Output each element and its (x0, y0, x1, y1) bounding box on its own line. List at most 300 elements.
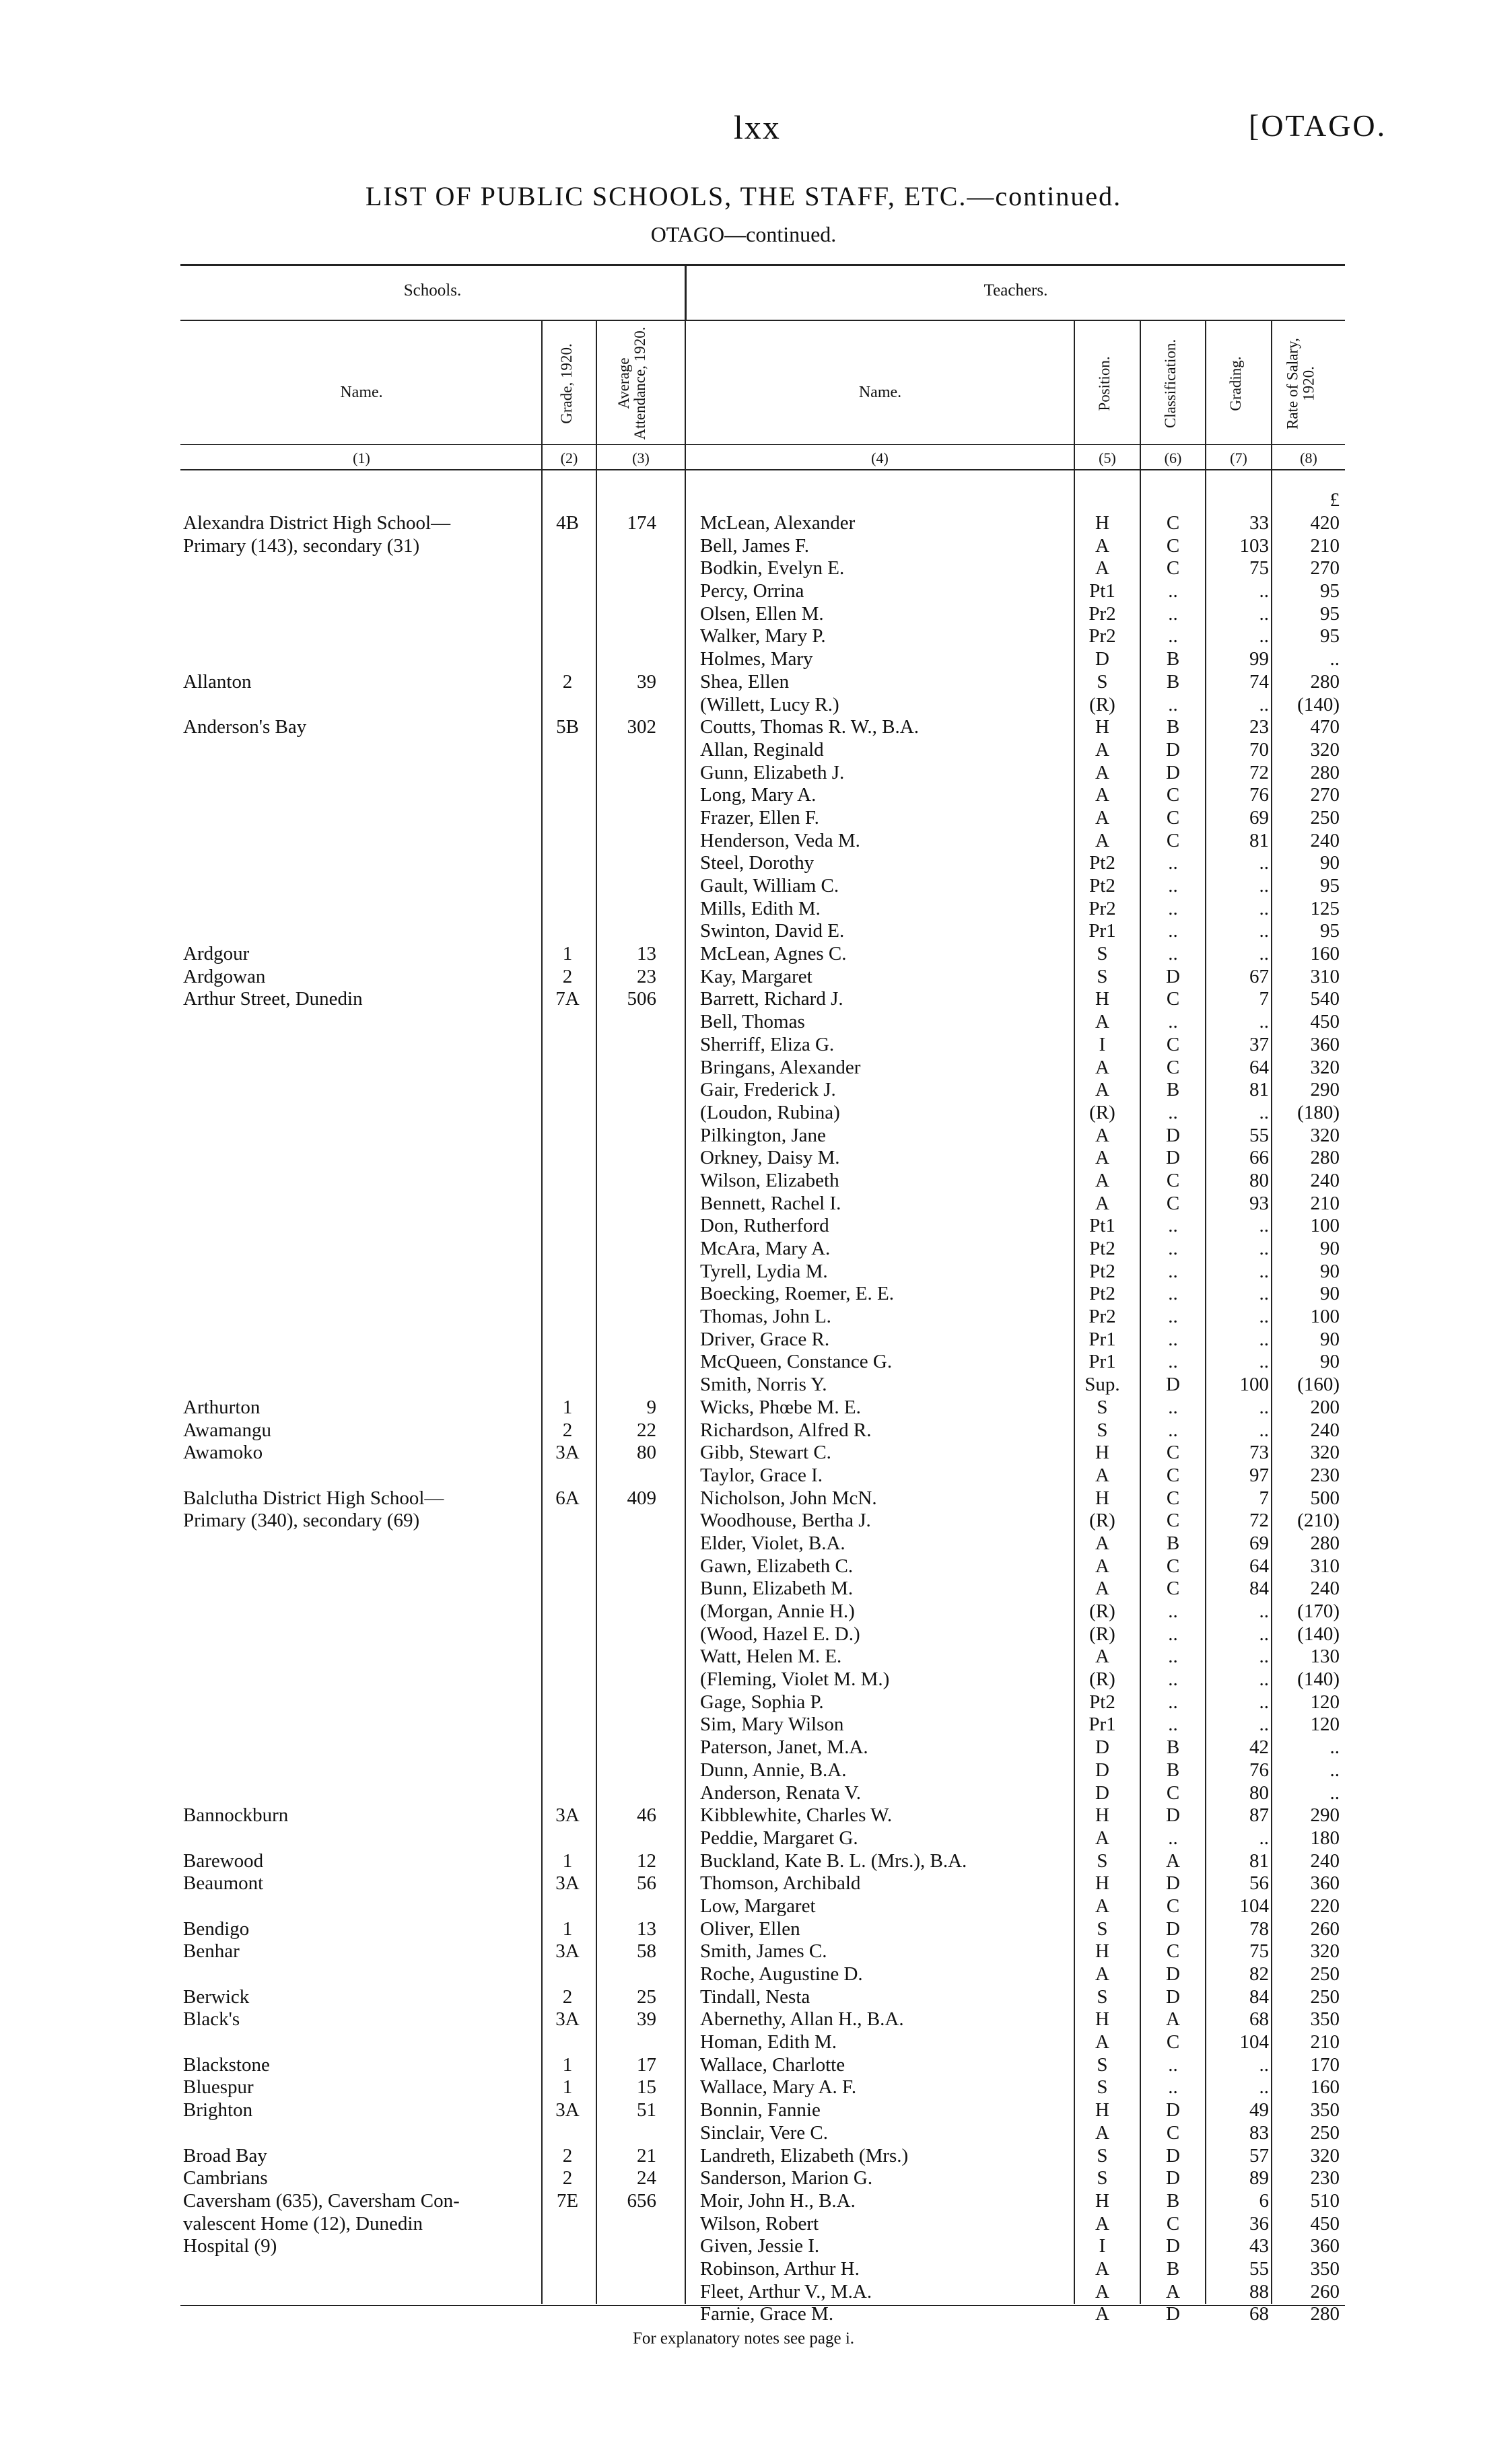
classification-cell: B (1166, 2189, 1180, 2212)
salary-cell: 95 (1320, 875, 1340, 896)
position-cell: I (1099, 1033, 1106, 1055)
classification-cell: .. (1168, 2053, 1178, 2076)
classification-cell: C (1166, 806, 1180, 829)
classification-cell: C (1166, 1464, 1180, 1486)
classification-cell: C (1166, 557, 1180, 579)
teacher-name-cell: Bunn, Elizabeth M. (700, 1578, 854, 1600)
salary-cell: 470 (1310, 716, 1340, 738)
table-row (0, 1850, 1487, 1873)
salary-cell: 450 (1310, 1011, 1340, 1033)
table-row (0, 1963, 1487, 1986)
teacher-name-cell: Wallace, Mary A. F. (700, 2076, 857, 2099)
position-cell: (R) (1089, 1623, 1115, 1645)
grading-cell: 100 (1239, 1374, 1269, 1396)
position-cell: A (1095, 1464, 1109, 1486)
classification-cell: .. (1168, 580, 1178, 602)
classification-cell: .. (1168, 1306, 1178, 1328)
grade-cell: 3A (555, 2099, 580, 2121)
grading-cell: .. (1259, 1691, 1269, 1713)
teacher-name-cell: Robinson, Arthur H. (700, 2257, 860, 2280)
school-name-header: Name. (340, 384, 383, 401)
classification-cell: B (1166, 1759, 1180, 1781)
classification-cell: C (1166, 1555, 1180, 1577)
position-cell: A (1095, 2257, 1109, 2280)
teacher-name-cell: Watt, Helen M. E. (700, 1646, 842, 1668)
attendance-header: Average Attendance, 1920. (615, 326, 648, 440)
teacher-name-cell: Percy, Orrina (700, 580, 804, 602)
salary-cell: 320 (1310, 1442, 1340, 1464)
teacher-name-cell: McQueen, Constance G. (700, 1351, 893, 1373)
teacher-name-cell: Roche, Augustine D. (700, 1963, 863, 1985)
salary-cell: .. (1329, 1759, 1340, 1781)
classification-cell: .. (1168, 1260, 1178, 1282)
salary-cell: 90 (1320, 1238, 1340, 1259)
salary-cell: 125 (1310, 897, 1340, 919)
position-cell: A (1095, 806, 1109, 829)
position-cell: Pr2 (1088, 625, 1116, 647)
grading-cell: 81 (1249, 1079, 1269, 1101)
school-name-cell: Primary (143), secondary (31) (183, 534, 420, 557)
salary-cell: 320 (1310, 738, 1340, 761)
classification-cell: B (1166, 1736, 1180, 1759)
classification-cell: .. (1168, 897, 1178, 919)
position-cell: H (1095, 1804, 1109, 1827)
position-cell: Pr1 (1088, 920, 1116, 942)
table-row (0, 1215, 1487, 1238)
table-row (0, 2213, 1487, 2236)
position-cell: Pt2 (1089, 1260, 1115, 1282)
position-cell: Sup. (1084, 1374, 1120, 1396)
salary-cell: (210) (1297, 1510, 1340, 1532)
position-cell: S (1097, 2076, 1108, 2099)
salary-cell: 95 (1320, 602, 1340, 625)
table-row (0, 1079, 1487, 1102)
position-cell: A (1095, 1532, 1109, 1554)
grading-cell: .. (1259, 1328, 1269, 1350)
grade-cell: 5B (556, 716, 579, 738)
grade-cell: 7E (556, 2189, 579, 2212)
classification-cell: .. (1168, 1623, 1178, 1645)
region-subtitle: OTAGO—continued. (650, 222, 837, 246)
grade-cell: 4B (556, 512, 579, 534)
salary-cell: 240 (1310, 1169, 1340, 1191)
grading-cell: .. (1259, 1238, 1269, 1259)
attendance-cell: 39 (637, 2008, 656, 2031)
grading-cell: .. (1259, 1646, 1269, 1668)
grading-cell: 93 (1249, 1192, 1269, 1214)
position-cell: S (1097, 1850, 1108, 1872)
table-row (0, 2099, 1487, 2122)
table-row (0, 1397, 1487, 1419)
teacher-name-cell: Walker, Mary P. (700, 625, 826, 647)
grading-cell: 36 (1249, 2212, 1269, 2234)
grade-cell: 3A (555, 1940, 580, 1963)
position-cell: H (1095, 988, 1109, 1010)
classification-cell: D (1166, 738, 1180, 761)
grading-cell: 104 (1239, 1895, 1269, 1917)
teacher-name-cell: Gunn, Elizabeth J. (700, 761, 845, 783)
grading-cell: 75 (1249, 1940, 1269, 1963)
grading-cell: .. (1259, 1827, 1269, 1849)
grading-cell: 43 (1249, 2235, 1269, 2257)
table-row (0, 1057, 1487, 1080)
salary-cell: 95 (1320, 625, 1340, 647)
grade-cell: 2 (562, 670, 573, 693)
classification-cell: D (1166, 1917, 1180, 1940)
table-row (0, 1170, 1487, 1193)
teacher-name-cell: Abernethy, Allan H., B.A. (700, 2008, 904, 2031)
salary-cell: 100 (1310, 1306, 1340, 1328)
classification-cell: D (1166, 1872, 1180, 1895)
salary-cell: 250 (1310, 1963, 1340, 1985)
grade-header: Grade, 1920. (558, 343, 575, 424)
classification-cell: .. (1168, 1668, 1178, 1691)
teacher-name-cell: Elder, Violet, B.A. (700, 1532, 845, 1554)
teachers-group-heading: Teachers. (983, 281, 1048, 300)
salary-cell: 170 (1310, 2053, 1340, 2076)
grading-cell: .. (1259, 1101, 1269, 1123)
classification-cell: C (1166, 1033, 1180, 1055)
attendance-cell: 23 (637, 965, 656, 987)
school-name-cell: Brighton (183, 2099, 253, 2121)
position-cell: Pt2 (1089, 1283, 1115, 1305)
grading-cell: 97 (1249, 1464, 1269, 1486)
teacher-name-cell: Holmes, Mary (700, 648, 813, 670)
table-row (0, 2145, 1487, 2168)
grading-cell: 69 (1249, 1532, 1269, 1554)
salary-cell: 510 (1310, 2189, 1340, 2212)
grading-cell: .. (1259, 1351, 1269, 1373)
table-row (0, 2190, 1487, 2213)
position-cell: A (1095, 1124, 1109, 1146)
position-cell: S (1097, 1985, 1108, 2008)
grading-cell: 80 (1249, 1782, 1269, 1804)
salary-cell: (140) (1297, 1623, 1340, 1645)
position-cell: (R) (1089, 693, 1115, 715)
grading-cell: 76 (1249, 1759, 1269, 1781)
classification-cell: D (1166, 2144, 1180, 2167)
position-cell: S (1097, 670, 1108, 693)
school-name-cell: valescent Home (12), Dunedin (183, 2212, 423, 2234)
salary-cell: 280 (1310, 2303, 1340, 2325)
table-row (0, 1329, 1487, 1351)
teacher-name-cell: Nicholson, John McN. (700, 1487, 877, 1509)
table-row (0, 2258, 1487, 2281)
table-row (0, 1555, 1487, 1578)
classification-cell: .. (1168, 693, 1178, 715)
grading-cell: .. (1259, 920, 1269, 942)
position-cell: A (1095, 1578, 1109, 1600)
table-row (0, 1918, 1487, 1941)
salary-cell: 290 (1310, 1804, 1340, 1827)
salary-cell: 210 (1310, 2031, 1340, 2053)
teacher-name-cell: Tyrell, Lydia M. (700, 1260, 828, 1282)
salary-cell: 450 (1310, 2212, 1340, 2234)
position-cell: A (1095, 2303, 1109, 2325)
school-name-cell: Ardgowan (183, 965, 266, 987)
teacher-name-cell: Smith, James C. (700, 1940, 827, 1963)
table-top-rule (180, 264, 1345, 266)
grading-cell: 89 (1249, 2167, 1269, 2189)
teacher-name-cell: McLean, Alexander (700, 512, 856, 534)
colnum-top-rule (180, 444, 1345, 445)
teacher-name-cell: Mills, Edith M. (700, 897, 821, 919)
position-cell: A (1095, 2280, 1109, 2302)
teacher-name-cell: Steel, Dorothy (700, 852, 815, 874)
classification-cell: C (1166, 1169, 1180, 1191)
teacher-name-cell: Henderson, Veda M. (700, 829, 860, 851)
classification-cell: D (1166, 1804, 1180, 1827)
attendance-cell: 21 (637, 2144, 656, 2167)
position-cell: A (1095, 2121, 1109, 2144)
classification-cell: .. (1168, 1283, 1178, 1305)
position-cell: A (1095, 1079, 1109, 1101)
position-cell: A (1095, 2031, 1109, 2053)
position-cell: (R) (1089, 1101, 1115, 1123)
table-row (0, 875, 1487, 898)
teacher-name-cell: Bell, James F. (700, 534, 810, 557)
teacher-name-cell: Driver, Grace R. (700, 1328, 830, 1350)
grading-cell: .. (1259, 580, 1269, 602)
footer-note: For explanatory notes see page i. (632, 2329, 855, 2348)
grading-cell: .. (1259, 875, 1269, 896)
classification-cell: .. (1168, 1215, 1178, 1237)
table-row (0, 580, 1487, 603)
table-row (0, 1895, 1487, 1918)
position-cell: S (1097, 1419, 1108, 1441)
salary-cell: 90 (1320, 1260, 1340, 1282)
position-cell: H (1095, 512, 1109, 534)
teacher-name-cell: Moir, John H., B.A. (700, 2189, 856, 2212)
school-name-cell: Black's (183, 2008, 240, 2031)
grading-cell: .. (1259, 693, 1269, 715)
grade-cell: 2 (562, 1419, 573, 1441)
salary-cell: .. (1329, 1736, 1340, 1759)
attendance-cell: 22 (637, 1419, 656, 1441)
position-cell: Pt2 (1089, 1691, 1115, 1713)
salary-cell: (140) (1297, 1668, 1340, 1691)
col-number: (1) (353, 450, 370, 466)
salary-cell: 420 (1310, 512, 1340, 534)
salary-cell: 280 (1310, 670, 1340, 693)
school-name-cell: Arthurton (183, 1396, 261, 1418)
salary-cell: .. (1329, 1782, 1340, 1804)
salary-cell: 160 (1310, 943, 1340, 965)
grading-cell: 6 (1259, 2189, 1269, 2212)
position-cell: H (1095, 2099, 1109, 2121)
table-row (0, 625, 1487, 648)
classification-cell: A (1166, 2280, 1180, 2302)
salary-cell: 95 (1320, 920, 1340, 942)
group-bottom-rule (180, 320, 1345, 321)
teacher-name-cell: Kay, Margaret (700, 965, 812, 987)
table-row (0, 2008, 1487, 2031)
salary-cell: 100 (1310, 1215, 1340, 1237)
teacher-name-cell: Boecking, Roemer, E. E. (700, 1283, 894, 1305)
school-name-cell: Arthur Street, Dunedin (183, 988, 363, 1010)
salary-cell: 350 (1310, 2099, 1340, 2121)
position-cell: Pt2 (1089, 875, 1115, 896)
table-row (0, 1147, 1487, 1170)
position-cell: Pr1 (1088, 1328, 1116, 1350)
salary-cell: 310 (1310, 1555, 1340, 1577)
classification-cell: D (1166, 2303, 1180, 2325)
grade-cell: 1 (562, 1917, 573, 1940)
position-cell: H (1095, 1940, 1109, 1963)
salary-cell: 230 (1310, 2167, 1340, 2189)
table-row (0, 898, 1487, 921)
grading-cell: .. (1259, 897, 1269, 919)
teacher-name-cell: Barrett, Richard J. (700, 988, 843, 1010)
salary-cell: 280 (1310, 761, 1340, 783)
position-cell: Pt1 (1089, 580, 1115, 602)
position-cell: A (1095, 1555, 1109, 1577)
school-name-cell: Blackstone (183, 2053, 270, 2076)
teacher-name-cell: Gibb, Stewart C. (700, 1442, 831, 1464)
attendance-cell: 174 (627, 512, 656, 534)
salary-cell: 310 (1310, 965, 1340, 987)
table-row (0, 1646, 1487, 1668)
table-row (0, 2031, 1487, 2054)
list-title: LIST OF PUBLIC SCHOOLS, THE STAFF, ETC.—continued. (365, 181, 1122, 211)
table-row (0, 1374, 1487, 1397)
table-row (0, 920, 1487, 943)
classification-cell: B (1166, 670, 1180, 693)
classification-cell: .. (1168, 602, 1178, 625)
salary-cell: 280 (1310, 1532, 1340, 1554)
school-name-cell: Hospital (9) (183, 2235, 277, 2257)
teacher-name-cell: Kibblewhite, Charles W. (700, 1804, 893, 1827)
teacher-name-cell: (Fleming, Violet M. M.) (700, 1668, 890, 1691)
classification-cell: .. (1168, 1600, 1178, 1622)
grading-cell: 56 (1249, 1872, 1269, 1895)
position-cell: A (1095, 534, 1109, 557)
grading-cell: 78 (1249, 1917, 1269, 1940)
position-cell: (R) (1089, 1510, 1115, 1532)
teacher-name-cell: Homan, Edith M. (700, 2031, 837, 2053)
salary-cell: (140) (1297, 693, 1340, 715)
classification-cell: C (1166, 2121, 1180, 2144)
position-cell: H (1095, 2008, 1109, 2031)
table-row (0, 1940, 1487, 1963)
table-row (0, 1759, 1487, 1782)
classification-cell: .. (1168, 1419, 1178, 1441)
grading-cell: .. (1259, 2076, 1269, 2099)
salary-cell: 260 (1310, 1917, 1340, 1940)
table-row (0, 852, 1487, 875)
grading-cell: 66 (1249, 1147, 1269, 1169)
salary-cell: 350 (1310, 2008, 1340, 2031)
classification-cell: C (1166, 784, 1180, 806)
position-cell: A (1095, 1827, 1109, 1849)
grading-cell: .. (1259, 1419, 1269, 1441)
teacher-name-cell: Landreth, Elizabeth (Mrs.) (700, 2144, 909, 2167)
classification-cell: B (1166, 2257, 1180, 2280)
teacher-name-cell: Thomas, John L. (700, 1306, 831, 1328)
classification-cell: C (1166, 512, 1180, 534)
school-name-cell: Balclutha District High School— (183, 1487, 444, 1509)
position-cell: H (1095, 1487, 1109, 1509)
salary-cell: 270 (1310, 784, 1340, 806)
grading-cell: 72 (1249, 761, 1269, 783)
grading-cell: 68 (1249, 2303, 1269, 2325)
teacher-name-cell: Wilson, Elizabeth (700, 1169, 839, 1191)
teacher-name-cell: (Loudon, Rubina) (700, 1101, 840, 1123)
school-name-cell: Caversham (635), Caversham Con- (183, 2189, 460, 2212)
table-row (0, 1714, 1487, 1736)
table-row (0, 2167, 1487, 2190)
teacher-name-cell: Pilkington, Jane (700, 1124, 826, 1146)
school-name-cell: Allanton (183, 670, 252, 693)
col-number: (3) (632, 450, 650, 466)
grading-cell: 81 (1249, 1850, 1269, 1872)
grading-cell: 103 (1239, 534, 1269, 557)
table-row (0, 1487, 1487, 1510)
table-row (0, 716, 1487, 739)
grading-cell: 76 (1249, 784, 1269, 806)
grading-cell: .. (1259, 625, 1269, 647)
table-row (0, 671, 1487, 694)
salary-cell: 120 (1310, 1714, 1340, 1736)
classification-cell: B (1166, 1532, 1180, 1554)
position-cell: H (1095, 1442, 1109, 1464)
school-name-cell: Benhar (183, 1940, 240, 1963)
grading-cell: .. (1259, 1623, 1269, 1645)
grading-cell: 75 (1249, 557, 1269, 579)
position-cell: A (1095, 784, 1109, 806)
attendance-cell: 80 (637, 1442, 656, 1464)
salary-cell: 270 (1310, 557, 1340, 579)
salary-cell: 360 (1310, 1872, 1340, 1895)
col-number: (4) (871, 450, 889, 466)
teacher-name-cell: Swinton, David E. (700, 920, 845, 942)
salary-cell: 200 (1310, 1396, 1340, 1418)
grade-cell: 1 (562, 2053, 573, 2076)
salary-cell: 240 (1310, 829, 1340, 851)
table-row (0, 1238, 1487, 1261)
salary-cell: 240 (1310, 1578, 1340, 1600)
grading-cell: .. (1259, 1714, 1269, 1736)
teacher-name-cell: Buckland, Kate B. L. (Mrs.), B.A. (700, 1850, 967, 1872)
table-row (0, 557, 1487, 580)
grading-cell: 57 (1249, 2144, 1269, 2167)
classification-cell: .. (1168, 1238, 1178, 1259)
teacher-name-cell: Orkney, Daisy M. (700, 1147, 840, 1169)
position-cell: S (1097, 2053, 1108, 2076)
classification-cell: A (1166, 2008, 1180, 2031)
classification-cell: .. (1168, 625, 1178, 647)
table-row (0, 1261, 1487, 1283)
attendance-cell: 46 (637, 1804, 656, 1827)
position-cell: A (1095, 829, 1109, 851)
teacher-name-cell: Gault, William C. (700, 875, 839, 896)
table-row (0, 739, 1487, 762)
schools-group-heading: Schools. (403, 281, 462, 300)
classification-cell: C (1166, 1895, 1180, 1917)
table-row (0, 2281, 1487, 2304)
position-cell: Pt2 (1089, 1238, 1115, 1259)
teacher-name-cell: Sherriff, Eliza G. (700, 1033, 835, 1055)
classification-cell: .. (1168, 1328, 1178, 1350)
col-number: (7) (1230, 450, 1247, 466)
grading-cell: 7 (1259, 988, 1269, 1010)
grading-cell: .. (1259, 852, 1269, 874)
grading-cell: 72 (1249, 1510, 1269, 1532)
school-name-cell: Awamangu (183, 1419, 272, 1441)
teacher-name-cell: Anderson, Renata V. (700, 1782, 861, 1804)
salary-cell: (180) (1297, 1101, 1340, 1123)
classification-cell: C (1166, 829, 1180, 851)
